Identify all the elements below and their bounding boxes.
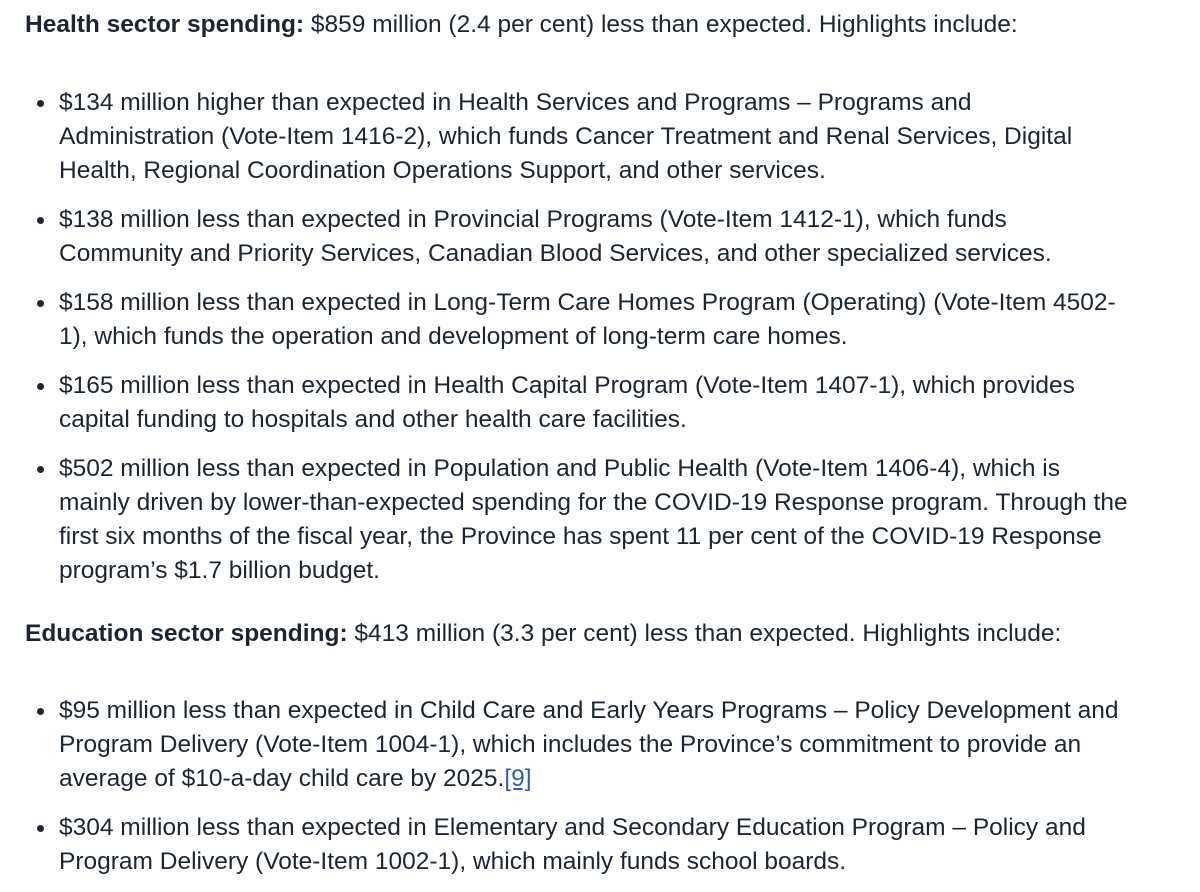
education-highlight-text: $95 million less than expected in Child Care and Early Years Programs – Policy Development and Program Delivery (Vote-Item 1004-1), which includes the Province’s commitment to provide an average of $10-a-day child care by 2025. — [59, 697, 1119, 792]
education-sector-intro — [25, 617, 1200, 651]
education-sector-label: Education sector spending: — [25, 620, 348, 647]
health-sector-intro — [25, 8, 1200, 42]
health-highlight-item: $134 million higher than expected in Health Services and Programs – Programs and Administration (Vote-Item 1416-2), which funds Cancer Treatment and Renal Services, Digital Health, Regional Coordination Operations Support, and other services. — [25, 86, 1200, 188]
health-highlight-item: $165 million less than expected in Health Capital Program (Vote-Item 1407-1), which provides capital funding to hospitals and other health care facilities. — [25, 369, 1200, 437]
education-highlights-list — [25, 694, 1200, 879]
health-highlight-item: $158 million less than expected in Long-Term Care Homes Program (Operating) (Vote-Item 4502- 1), which funds the operation and development of long-term care homes. — [25, 286, 1200, 354]
health-highlight-item: $138 million less than expected in Provincial Programs (Vote-Item 1412-1), which funds Community and Priority Services, Canadian Blood Services, and other specialized services. — [25, 203, 1200, 271]
health-sector-summary: $859 million (2.4 per cent) less than expected. Highlights include: — [304, 11, 1018, 38]
health-highlight-item: $502 million less than expected in Population and Public Health (Vote-Item 1406-4), which is mainly driven by lower-than-expected spending for the COVID-19 Response program. Through the first six months of the fiscal year, the Province has spent 11 per cent of the COVID-19 Response program’s $1.7 billion budget. — [25, 452, 1200, 588]
education-highlight-text: $304 million less than expected in Elementary and Secondary Education Program – Policy and Program Delivery (Vote-Item 1002-1), which mainly funds school boards. — [59, 814, 1086, 875]
health-sector-label: Health sector spending: — [25, 11, 305, 38]
education-highlight-item — [25, 694, 1200, 796]
footnote-link[interactable]: [9] — [504, 765, 532, 792]
education-highlight-item — [25, 811, 1200, 879]
health-highlights-list — [25, 86, 1200, 588]
education-sector-summary: $413 million (3.3 per cent) less than expected. Highlights include: — [347, 620, 1062, 647]
